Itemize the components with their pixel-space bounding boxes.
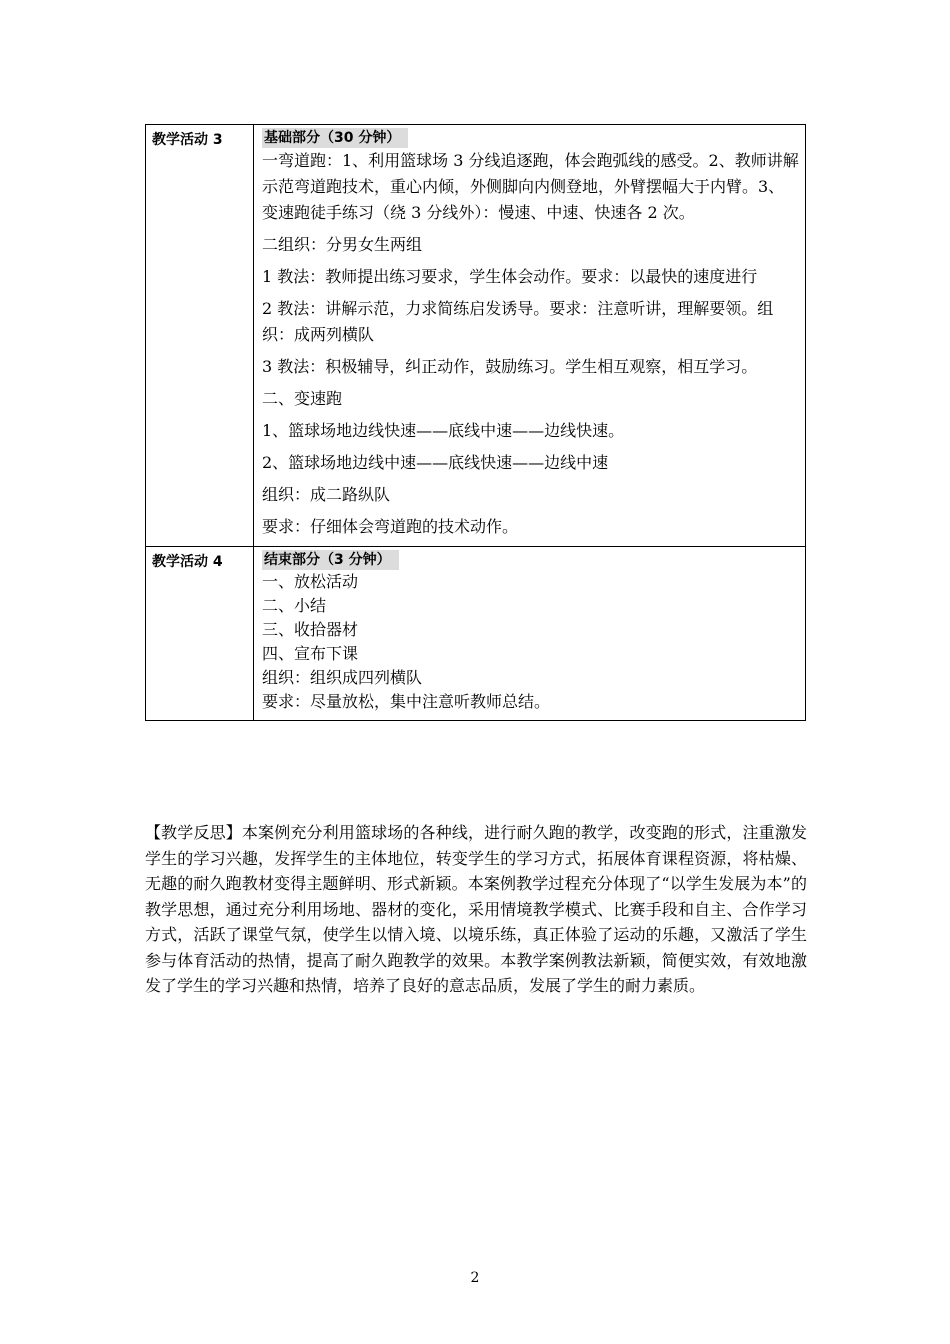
activity-3-title: 基础部分（30 分钟） — [262, 128, 408, 148]
teaching-reflection-paragraph: 【教学反思】本案例充分利用篮球场的各种线，进行耐久跑的教学，改变跑的形式，注重激发学生的学习兴趣，发挥学生的主体地位，转变学生的学习方式，拓展体育课程资源，将枯燥、无趣的耐久跑教材变得主题鲜明、形式新颖。本案例教学过程充分体现了“以学生发展为本”的教学思想，通过充分利用场地、器材的变化，采用情境教学模式、比赛手段和自主、合作学习方式，活跃了课堂气氛，使学生以情入境、以境乐练，真正体验了运动的乐趣，又激活了学生参与体育活动的热情，提高了耐久跑教学的效果。本教学案例教法新颖，简便实效，有效地激发了学生的学习兴趣和热情，培养了良好的意志品质，发展了学生的耐力素质。 — [145, 823, 807, 995]
activity-4-label: 教学活动 4 — [146, 547, 254, 721]
table-row-activity-3 — [146, 125, 806, 547]
activity-3-paragraph: 组织：成二路纵队 — [262, 485, 391, 504]
table-row-activity-4 — [146, 547, 806, 721]
activity-4-content — [254, 547, 806, 721]
activity-4-line: 组织：组织成四列横队 — [262, 668, 423, 687]
activity-3-paragraph: 要求：仔细体会弯道跑的技术动作。 — [262, 517, 519, 536]
lesson-table — [145, 124, 806, 721]
page-number: 2 — [470, 1270, 480, 1286]
activity-4-line: 二、小结 — [262, 596, 327, 615]
activity-4-line: 三、收拾器材 — [262, 620, 359, 639]
activity-3-paragraph: 3 教法：积极辅导，纠正动作，鼓励练习。学生相互观察，相互学习。 — [262, 357, 758, 376]
activity-3-paragraph: 二组织：分男女生两组 — [262, 235, 423, 254]
activity-3-paragraph: 2、篮球场地边线中速——底线快速——边线中速 — [262, 453, 609, 472]
activity-4-line: 四、宣布下课 — [262, 644, 359, 663]
activity-4-title: 结束部分（3 分钟） — [262, 550, 399, 570]
activity-4-line: 一、放松活动 — [262, 572, 359, 591]
activity-3-paragraph: 2 教法：讲解示范，力求简练启发诱导。要求：注意听讲，理解要领。组织：成两列横队 — [262, 299, 774, 344]
activity-4-line: 要求：尽量放松，集中注意听教师总结。 — [262, 692, 551, 711]
activity-3-content — [254, 125, 806, 547]
activity-3-paragraph: 1、篮球场地边线快速——底线中速——边线快速。 — [262, 421, 625, 440]
activity-3-label: 教学活动 3 — [146, 125, 254, 547]
activity-3-paragraph: 一弯道跑：1、利用篮球场 3 分线追逐跑，体会跑弧线的感受。2、教师讲解示范弯道跑技术，重心内倾，外侧脚向内侧登地，外臂摆幅大于内臂。3、变速跑徒手练习（绕 3 分线外）：慢速、中速、快速各 2 次。 — [262, 151, 799, 222]
activity-3-paragraph: 二、变速跑 — [262, 389, 343, 408]
activity-3-paragraph: 1 教法：教师提出练习要求，学生体会动作。要求：以最快的速度进行 — [262, 267, 758, 286]
